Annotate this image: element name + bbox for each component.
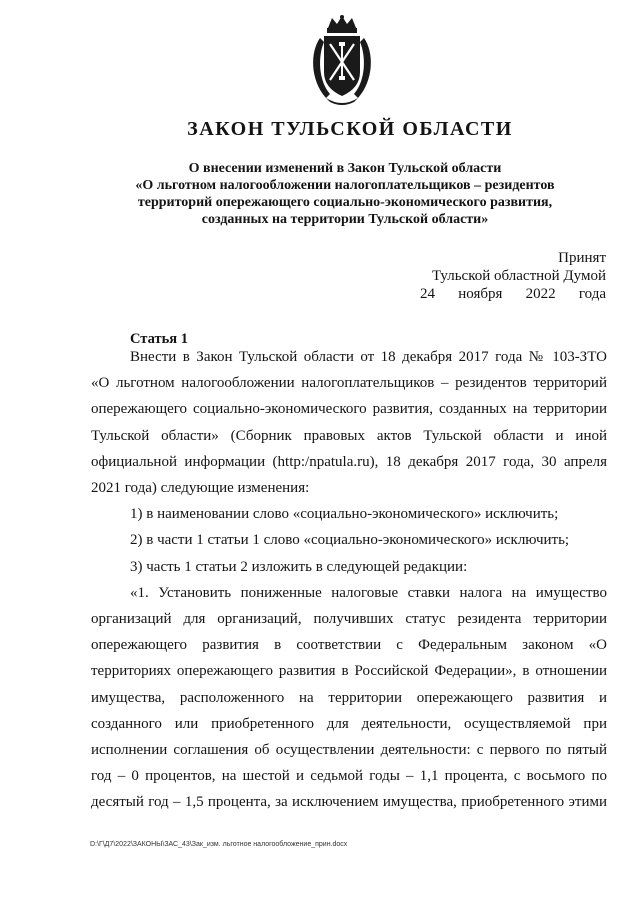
adoption-year: 2022 [525,286,556,302]
law-subtitle [0,160,640,228]
adoption-year-word: года [578,286,606,302]
text-line: созданного или приобретенного для деятельности, осуществляемой при [91,715,607,732]
text-line: год – 0 процентов, на шестой и седьмой годы – 1,1 процента, с восьмого по [91,768,607,785]
adoption-date [420,285,606,303]
text-line: имущества, расположенного на территории опережающего развития и [91,689,607,706]
article-heading: Статья 1 [130,331,188,347]
text-line: 2) в части 1 статьи 1 слово «социально-экономического» исключить; [130,532,570,549]
tula-coat-of-arms-icon [306,14,378,106]
text-line: исполнении соглашения об осуществлении деятельности: с первого по пятый [91,742,607,759]
text-line: 3) часть 1 статьи 2 изложить в следующей редакции: [130,558,468,575]
subtitle-line: «О льготном налогообложении налогоплательщиков – резидентов [135,178,555,193]
text-line: опережающего развития в соответствии с Федеральным законом «О [91,637,607,654]
adoption-day: 24 [420,286,435,302]
text-line: Тульской области» (Сборник правовых актов Тульской области и иной [91,427,607,444]
article-body [91,344,607,816]
adoption-month: ноября [458,286,503,302]
law-title: ЗАКОН ТУЛЬСКОЙ ОБЛАСТИ [187,118,513,140]
subtitle-line: О внесении изменений в Закон Тульской области [188,161,502,176]
text-line: 2021 года) следующие изменения: [91,480,310,497]
subtitle-line: созданных на территории Тульской области» [201,212,489,227]
file-path-footer: D:\Г\Д7\2022\ЗАКОНЫ\ЗАС_43\Зак_изм. льготное налогообложение_прин.docx [90,841,348,848]
adopted-by: Тульской областной Думой [431,268,606,284]
adoption-block [420,249,606,303]
text-line: опережающего социально-экономического развития, созданных на территории [91,401,607,418]
text-line: десятый год – 1,5 процента, за исключением имущества, приобретенного этими [91,794,607,811]
text-line: территориях опережающего развития в Российской Федерации», в отношении [91,663,607,680]
subtitle-line: территорий опережающего социально-экономического развития, [137,195,553,210]
text-line: организаций для организаций, получивших статус резидента территории [91,611,607,628]
text-line: официальной информации (http:/npatula.ru), 18 декабря 2017 года, 30 апреля [91,453,607,470]
adopted-label: Принят [558,250,606,266]
text-line: Внести в Закон Тульской области от 18 декабря 2017 года № 103-ЗТО [130,349,607,365]
text-line: «О льготном налогообложении налогоплательщиков – резидентов территорий [91,375,607,392]
text-line: 1) в наименовании слово «социально-экономического» исключить; [130,506,559,523]
text-line: «1. Установить пониженные налоговые ставки налога на имущество [130,584,607,601]
